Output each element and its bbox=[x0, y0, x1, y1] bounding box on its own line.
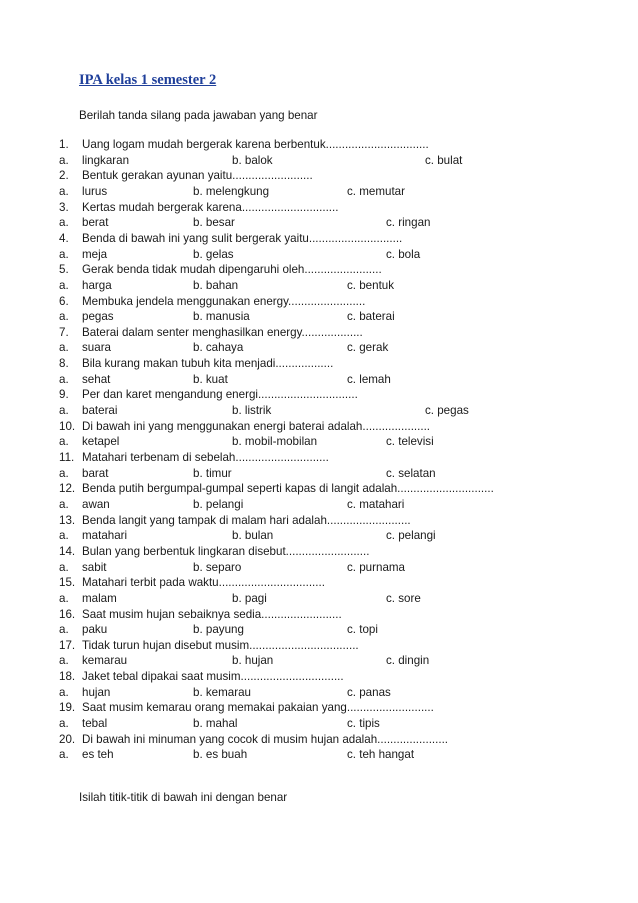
option-a: baterai bbox=[82, 404, 118, 418]
answer-options-row bbox=[0, 747, 638, 762]
option-a: ketapel bbox=[82, 435, 120, 449]
option-a-letter: a. bbox=[59, 153, 69, 167]
question-number: 1. bbox=[59, 138, 69, 151]
answer-options-row bbox=[0, 153, 638, 168]
option-a-letter: a. bbox=[59, 341, 69, 355]
option-b: b. bahan bbox=[193, 278, 239, 292]
answer-options-row bbox=[0, 528, 638, 543]
option-a: paku bbox=[82, 623, 108, 637]
question-number: 6. bbox=[59, 294, 69, 308]
question-text: Kertas mudah bergerak karena.............................. bbox=[82, 200, 339, 214]
option-a-letter: a. bbox=[59, 748, 69, 762]
option-c: c. memutar bbox=[347, 184, 405, 198]
option-a-letter: a. bbox=[59, 717, 69, 731]
answer-options-row bbox=[0, 184, 638, 199]
question-row bbox=[0, 481, 638, 496]
option-a-letter: a. bbox=[59, 184, 69, 198]
option-b: b. pelangi bbox=[193, 497, 244, 511]
question-number: 7. bbox=[59, 325, 69, 339]
option-b: b. manusia bbox=[193, 310, 250, 324]
question-text: Membuka jendela menggunakan energy........................ bbox=[82, 294, 366, 308]
question-row bbox=[0, 700, 638, 715]
question-text: Jaket tebal dipakai saat musim................................ bbox=[82, 670, 344, 684]
option-a: barat bbox=[82, 466, 109, 480]
option-a: hujan bbox=[82, 685, 111, 699]
question-text: Benda di bawah ini yang sulit bergerak yaitu............................. bbox=[82, 231, 403, 245]
option-a: awan bbox=[82, 497, 110, 511]
question-row bbox=[0, 732, 638, 747]
question-text: Bila kurang makan tubuh kita menjadi.................. bbox=[82, 357, 334, 371]
option-a: tebal bbox=[82, 717, 108, 731]
option-a-letter: a. bbox=[59, 654, 69, 668]
question-number: 15. bbox=[59, 576, 76, 590]
option-a: suara bbox=[82, 341, 112, 355]
option-c: c. pelangi bbox=[386, 529, 436, 543]
option-a-letter: a. bbox=[59, 685, 69, 699]
option-c: c. panas bbox=[347, 685, 391, 699]
question-text: Tidak turun hujan disebut musim.................................. bbox=[82, 638, 359, 652]
answer-options-row bbox=[0, 278, 638, 293]
question-text: Baterai dalam senter menghasilkan energy................... bbox=[82, 325, 363, 339]
option-c: c. lemah bbox=[347, 372, 391, 386]
option-b: b. kuat bbox=[193, 372, 228, 386]
option-b: b. gelas bbox=[193, 247, 234, 261]
option-a: kemarau bbox=[82, 654, 128, 668]
option-c: c. baterai bbox=[347, 310, 395, 324]
option-c: c. bola bbox=[386, 247, 421, 261]
question-row bbox=[0, 419, 638, 434]
question-row bbox=[0, 387, 638, 402]
question-number: 4. bbox=[59, 231, 69, 245]
question-row bbox=[0, 607, 638, 622]
option-b: b. besar bbox=[193, 216, 235, 230]
option-c: c. dingin bbox=[386, 654, 430, 668]
option-b: b. kemarau bbox=[193, 685, 251, 699]
question-number: 19. bbox=[59, 701, 76, 715]
option-a-letter: a. bbox=[59, 278, 69, 292]
question-row bbox=[0, 168, 638, 183]
option-a: pegas bbox=[82, 310, 114, 324]
option-c: c. sore bbox=[386, 591, 421, 605]
question-number: 16. bbox=[59, 607, 76, 621]
option-b: b. balok bbox=[232, 153, 273, 167]
option-a-letter: a. bbox=[59, 466, 69, 480]
option-a-letter: a. bbox=[59, 216, 69, 230]
option-a: lurus bbox=[82, 184, 108, 198]
option-a-letter: a. bbox=[59, 591, 69, 605]
question-row bbox=[0, 638, 638, 653]
option-a-letter: a. bbox=[59, 435, 69, 449]
question-row bbox=[0, 325, 638, 340]
option-b: b. pagi bbox=[232, 591, 267, 605]
question-number: 5. bbox=[59, 263, 69, 277]
question-text: Uang logam mudah bergerak karena berbentuk................................ bbox=[82, 138, 429, 151]
question-number: 12. bbox=[59, 482, 76, 496]
option-c: c. topi bbox=[347, 623, 378, 637]
instruction-fill-in: Isilah titik-titik di bawah ini dengan benar bbox=[79, 791, 288, 804]
question-text: Di bawah ini yang menggunakan energi baterai adalah..................... bbox=[82, 419, 431, 433]
answer-options-row bbox=[0, 466, 638, 481]
question-row bbox=[0, 231, 638, 246]
option-a-letter: a. bbox=[59, 310, 69, 324]
question-row bbox=[0, 575, 638, 590]
option-a: malam bbox=[82, 591, 117, 605]
option-c: c. tipis bbox=[347, 717, 380, 731]
option-a: meja bbox=[82, 247, 108, 261]
option-a: matahari bbox=[82, 529, 128, 543]
option-b: b. melengkung bbox=[193, 184, 270, 198]
option-a: es teh bbox=[82, 748, 114, 762]
option-c: c. ringan bbox=[386, 216, 431, 230]
option-a-letter: a. bbox=[59, 560, 69, 574]
answer-options-row bbox=[0, 215, 638, 230]
option-a: sabit bbox=[82, 560, 107, 574]
option-b: b. separo bbox=[193, 560, 242, 574]
option-c: c. matahari bbox=[347, 497, 405, 511]
question-text: Benda langit yang tampak di malam hari adalah.......................... bbox=[82, 513, 411, 527]
answer-options-row bbox=[0, 685, 638, 700]
instruction-multiple-choice: Berilah tanda silang pada jawaban yang benar bbox=[79, 109, 318, 122]
question-text: Per dan karet mengandung energi............................... bbox=[82, 388, 358, 402]
option-a-letter: a. bbox=[59, 247, 69, 261]
question-text: Bulan yang berbentuk lingkaran disebut.......................... bbox=[82, 544, 370, 558]
question-row bbox=[0, 513, 638, 528]
question-number: 17. bbox=[59, 638, 76, 652]
option-c: c. selatan bbox=[386, 466, 436, 480]
option-b: b. payung bbox=[193, 623, 244, 637]
question-row bbox=[0, 137, 638, 152]
question-number: 11. bbox=[59, 451, 75, 464]
question-row bbox=[0, 544, 638, 559]
option-b: b. listrik bbox=[232, 404, 272, 418]
question-row bbox=[0, 450, 638, 465]
question-row bbox=[0, 294, 638, 309]
option-a-letter: a. bbox=[59, 497, 69, 511]
question-row bbox=[0, 200, 638, 215]
answer-options-row bbox=[0, 247, 638, 262]
answer-options-row bbox=[0, 622, 638, 637]
answer-options-row bbox=[0, 403, 638, 418]
question-row bbox=[0, 669, 638, 684]
option-c: c. gerak bbox=[347, 341, 389, 355]
question-row bbox=[0, 262, 638, 277]
option-c: c. bulat bbox=[425, 153, 463, 167]
option-b: b. mobil-mobilan bbox=[232, 435, 318, 449]
answer-options-row bbox=[0, 591, 638, 606]
question-number: 14. bbox=[59, 544, 76, 558]
option-b: b. mahal bbox=[193, 717, 238, 731]
question-text: Di bawah ini minuman yang cocok di musim hujan adalah...................... bbox=[82, 732, 449, 746]
option-a: harga bbox=[82, 278, 112, 292]
option-b: b. hujan bbox=[232, 654, 274, 668]
option-c: c. bentuk bbox=[347, 278, 395, 292]
page-title: IPA kelas 1 semester 2 bbox=[79, 72, 217, 88]
question-text: Benda putih bergumpal-gumpal seperti kapas di langit adalah.............................. bbox=[82, 482, 494, 496]
answer-options-row bbox=[0, 653, 638, 668]
option-b: b. bulan bbox=[232, 529, 274, 543]
option-a: lingkaran bbox=[82, 153, 130, 167]
option-c: c. purnama bbox=[347, 560, 405, 574]
answer-options-row bbox=[0, 372, 638, 387]
answer-options-row bbox=[0, 434, 638, 449]
question-number: 13. bbox=[59, 513, 76, 527]
question-number: 18. bbox=[59, 670, 76, 684]
option-a-letter: a. bbox=[59, 404, 69, 418]
option-a: sehat bbox=[82, 372, 111, 386]
option-b: b. cahaya bbox=[193, 341, 244, 355]
question-number: 8. bbox=[59, 357, 69, 371]
question-text: Bentuk gerakan ayunan yaitu......................... bbox=[82, 169, 313, 183]
question-text: Matahari terbit pada waktu................................. bbox=[82, 576, 325, 590]
option-a-letter: a. bbox=[59, 529, 69, 543]
question-text: Matahari terbenam di sebelah............................. bbox=[82, 451, 329, 464]
question-row bbox=[0, 356, 638, 371]
option-c: c. televisi bbox=[386, 435, 434, 449]
answer-options-row bbox=[0, 340, 638, 355]
option-b: b. es buah bbox=[193, 748, 248, 762]
question-number: 3. bbox=[59, 200, 69, 214]
option-a-letter: a. bbox=[59, 623, 69, 637]
option-a-letter: a. bbox=[59, 372, 69, 386]
question-text: Saat musim kemarau orang memakai pakaian yang........................... bbox=[82, 701, 434, 715]
question-text: Gerak benda tidak mudah dipengaruhi oleh........................ bbox=[82, 263, 382, 277]
question-number: 10. bbox=[59, 419, 76, 433]
question-number: 2. bbox=[59, 169, 69, 183]
option-a: berat bbox=[82, 216, 109, 230]
answer-options-row bbox=[0, 716, 638, 731]
option-b: b. timur bbox=[193, 466, 232, 480]
answer-options-row bbox=[0, 309, 638, 324]
question-text: Saat musim hujan sebaiknya sedia......................... bbox=[82, 607, 342, 621]
question-number: 20. bbox=[59, 732, 76, 746]
option-c: c. teh hangat bbox=[347, 748, 415, 762]
option-c: c. pegas bbox=[425, 404, 469, 418]
answer-options-row bbox=[0, 560, 638, 575]
question-number: 9. bbox=[59, 388, 69, 402]
answer-options-row bbox=[0, 497, 638, 512]
